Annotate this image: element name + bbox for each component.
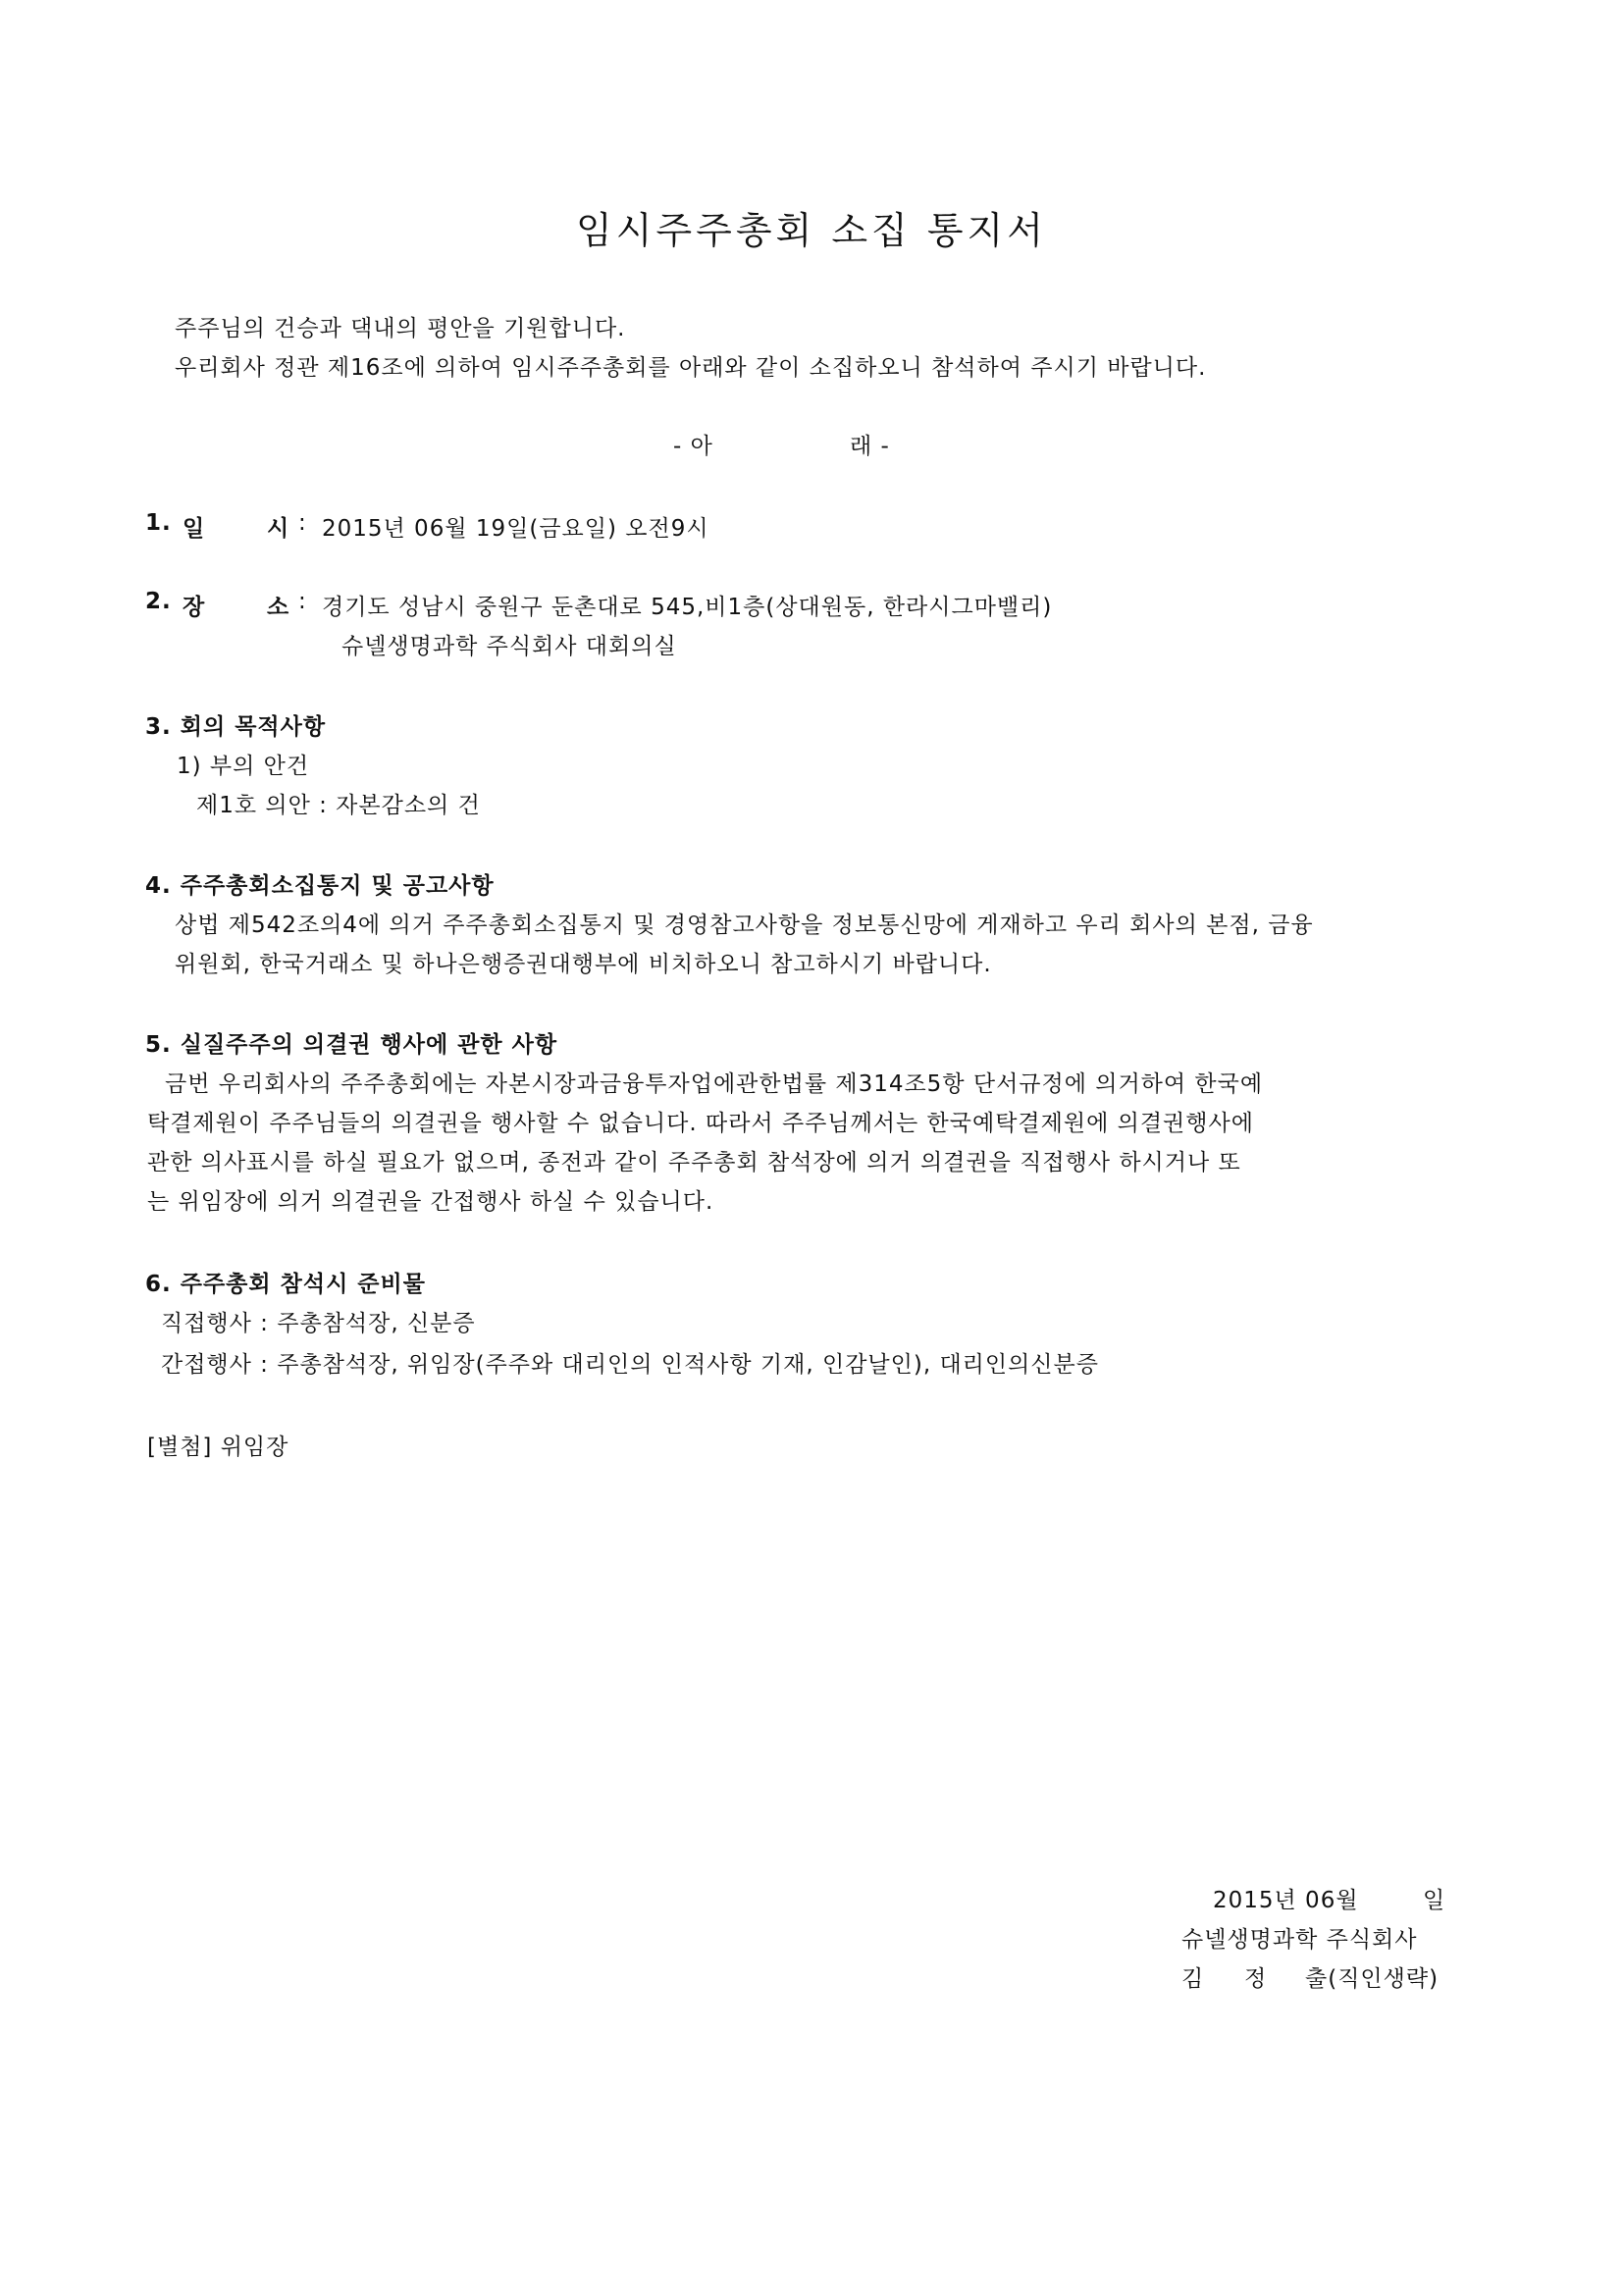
greeting-line-2: 우리회사 정관 제16조에 의하여 임시주주총회를 아래와 같이 소집하오니 참석하여 주시기 바랍니다. [175,355,1207,381]
item2-label-b: 소 [267,595,290,620]
item5-heading: 5. 실질주주의 의결권 행사에 관한 사항 [145,1032,558,1058]
meeting-room: 슈넬생명과학 주식회사 대회의실 [341,634,677,659]
item5-line-1: 금번 우리회사의 주주총회에는 자본시장과금융투자업에관한법률 제314조5항 단서규정에 의거하여 한국예 [165,1071,1264,1097]
notice-mark-right: 래 - [850,434,890,459]
item1-label-a: 일 [183,516,206,542]
issue-date: 2015년 06월 [1213,1888,1359,1913]
item1-separator: : [298,510,307,536]
item4-line-2: 위원회, 한국거래소 및 하나은행증권대행부에 비치하오니 참고하시기 바랍니다. [175,952,992,977]
company-name: 슈넬생명과학 주식회사 [1181,1927,1418,1953]
item3-subheading: 1) 부의 안건 [177,754,310,779]
representative-given-1: 정 [1244,1966,1268,1992]
item4-heading: 4. 주주총회소집통지 및 공고사항 [145,873,495,899]
item2-separator: : [298,589,307,614]
item1-number: 1. [145,510,172,536]
meeting-datetime: 2015년 06월 19일(금요일) 오전9시 [322,516,709,542]
item1-label-b: 시 [267,516,290,542]
item4-line-1: 상법 제542조의4에 의거 주주총회소집통지 및 경영참고사항을 정보통신망에 게재하고 우리 회사의 본점, 금융 [175,913,1314,938]
notice-mark-left: - 아 [673,434,713,459]
item5-line-4: 는 위임장에 의거 의결권을 간접행사 하실 수 있습니다. [147,1189,714,1215]
attachment-note: [별첨] 위임장 [147,1435,289,1460]
agenda-item: 제1호 의안 : 자본감소의 건 [196,793,481,818]
item2-label-a: 장 [183,595,206,620]
greeting-line-1: 주주님의 건승과 댁내의 평안을 기원합니다. [175,316,626,341]
item6-heading: 6. 주주총회 참석시 준비물 [145,1272,426,1297]
issue-day: 일 [1423,1888,1446,1913]
indirect-exercise-items: 간접행사 : 주총참석장, 위임장(주주와 대리인의 인적사항 기재, 인감날인), 대리인의신분증 [161,1352,1099,1378]
document-title: 임시주주총회 소집 통지서 [576,209,1047,252]
item5-line-3: 관한 의사표시를 하실 필요가 없으며, 종전과 같이 주주총회 참석장에 의거 의결권을 직접행사 하시거나 또 [147,1150,1241,1175]
item3-heading: 3. 회의 목적사항 [145,714,327,740]
direct-exercise-items: 직접행사 : 주총참석장, 신분증 [161,1311,476,1336]
representative-given-2-seal: 출(직인생략) [1305,1966,1440,1992]
item2-number: 2. [145,589,172,614]
meeting-address: 경기도 성남시 중원구 둔촌대로 545,비1층(상대원동, 한라시그마밸리) [322,595,1053,620]
representative-surname: 김 [1181,1966,1205,1992]
item5-line-2: 탁결제원이 주주님들의 의결권을 행사할 수 없습니다. 따라서 주주님께서는 한국예탁결제원에 의결권행사에 [147,1111,1254,1136]
